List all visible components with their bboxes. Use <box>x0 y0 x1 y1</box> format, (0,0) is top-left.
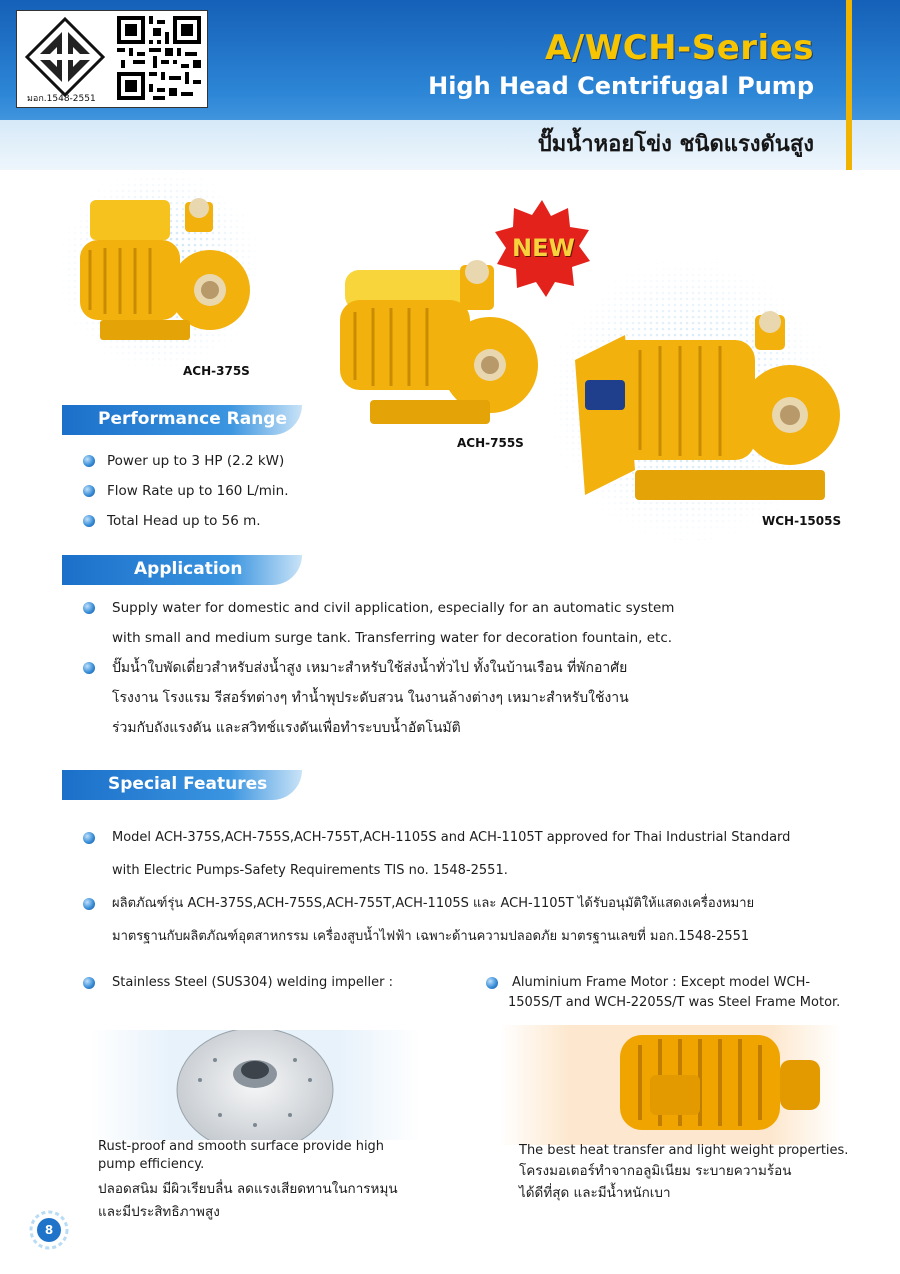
bullet-icon <box>83 455 95 467</box>
special-heading: Special Features <box>108 774 268 794</box>
application-heading: Application <box>134 559 243 579</box>
special-en-line: with Electric Pumps-Safety Requirements TIS no. 1548-2551. <box>112 863 508 878</box>
tis-logo-icon <box>23 15 107 99</box>
bullet-icon <box>83 602 95 614</box>
impeller-caption-en: pump efficiency. <box>98 1157 205 1172</box>
performance-heading-bar <box>62 405 302 435</box>
model-label-ach-755s: ACH-755S <box>457 436 524 450</box>
special-heading-bar <box>62 770 302 800</box>
bullet-icon <box>83 977 95 989</box>
performance-item: Total Head up to 56 m. <box>107 513 261 529</box>
application-heading-bar <box>62 555 302 585</box>
bullet-icon <box>486 977 498 989</box>
bullet-icon <box>83 515 95 527</box>
special-th-line: มาตรฐานกับผลิตภัณฑ์อุตสาหกรรม เครื่องสูบน้ำไฟฟ้า เฉพาะด้านความปลอดภัย มาตรฐานเลขที่ มอก.1548-2551 <box>112 929 750 944</box>
special-th-line: ผลิตภัณฑ์รุ่น ACH-375S,ACH-755S,ACH-755T,ACH-1105S และ ACH-1105T ได้รับอนุมัติให้แสดงเครื่องหมาย <box>112 896 755 911</box>
impeller-caption-en: Rust-proof and smooth surface provide high <box>98 1139 385 1154</box>
motor-feature-title: 1505S/T and WCH-2205S/T was Steel Frame Motor. <box>508 995 841 1010</box>
model-label-wch-1505s: WCH-1505S <box>762 514 842 528</box>
application-en-line: Supply water for domestic and civil application, especially for an automatic system <box>112 600 675 616</box>
application-th-line: ร่วมกับถังแรงดัน และสวิทช์แรงดันเพื่อทำระบบน้ำอัตโนมัติ <box>112 720 461 736</box>
model-label-ach-375s: ACH-375S <box>183 364 250 378</box>
performance-item: Flow Rate up to 160 L/min. <box>107 483 289 499</box>
application-en-line: with small and medium surge tank. Transferring water for decoration fountain, etc. <box>112 630 673 646</box>
certification-label: มอก.1548-2551 <box>27 94 96 104</box>
motor-caption-th: ได้ดีที่สุด และมีน้ำหนักเบา <box>519 1185 671 1201</box>
bullet-icon <box>83 898 95 910</box>
bullet-icon <box>83 485 95 497</box>
pump-image-ach-375s <box>60 180 250 360</box>
bullet-icon <box>83 662 95 674</box>
impeller-feature-title: Stainless Steel (SUS304) welding impeller : <box>112 975 393 990</box>
performance-item: Power up to 3 HP (2.2 kW) <box>107 453 285 469</box>
special-en-line: Model ACH-375S,ACH-755S,ACH-755T,ACH-1105S and ACH-1105T approved for Thai Industrial Standard <box>112 830 791 845</box>
application-th-line: โรงงาน โรงแรม รีสอร์ทต่างๆ ทำน้ำพุประดับสวน ในงานล้างต่างๆ เหมาะสำหรับใช้งาน <box>112 690 629 706</box>
motor-caption-en: The best heat transfer and light weight properties. <box>519 1143 849 1158</box>
series-title: A/WCH-Series <box>544 28 814 68</box>
impeller-caption-th: และมีประสิทธิภาพสูง <box>98 1204 220 1220</box>
application-th-line: ปั๊มน้ำใบพัดเดี่ยวสำหรับส่งน้ำสูง เหมาะสำหรับใช้ส่งน้ำทั่วไป ทั้งในบ้านเรือน ที่พักอาศัย <box>112 660 628 676</box>
new-badge-label: NEW <box>512 234 575 262</box>
impeller-image <box>90 1030 420 1140</box>
page-number: 8 <box>37 1218 61 1242</box>
motor-image <box>500 1025 840 1145</box>
series-thai-title: ปั๊มน้ำหอยโข่ง ชนิดแรงดันสูง <box>537 132 814 157</box>
motor-caption-th: โครงมอเตอร์ทำจากอลูมิเนียม ระบายความร้อน <box>519 1163 792 1179</box>
impeller-caption-th: ปลอดสนิม มีผิวเรียบลื่น ลดแรงเสียดทานในการหมุน <box>98 1181 398 1197</box>
logo-box <box>16 10 208 108</box>
motor-feature-title: Aluminium Frame Motor : Except model WCH- <box>512 975 811 990</box>
bullet-icon <box>83 832 95 844</box>
pump-image-wch-1505s <box>565 310 845 510</box>
series-subtitle: High Head Centrifugal Pump <box>428 72 814 100</box>
header-accent-bar <box>846 0 852 170</box>
performance-heading: Performance Range <box>98 409 288 429</box>
qr-code-icon <box>117 16 201 100</box>
